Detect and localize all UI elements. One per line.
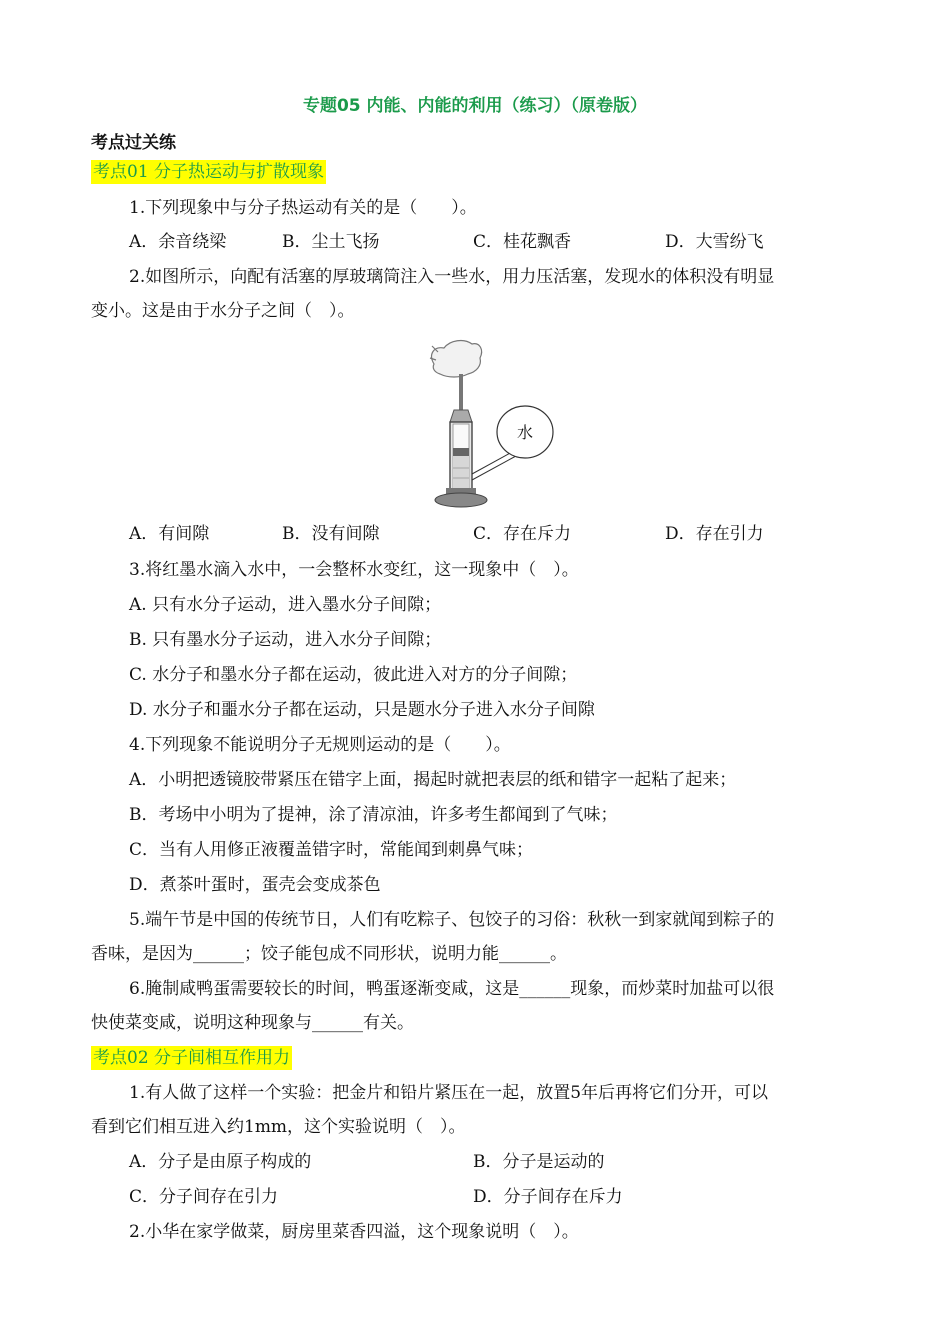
t2-q1-line1: 1.有人做了这样一个实验：把金片和铅片紧压在一起，放置5年后再将它们分开，可以 xyxy=(129,1083,769,1103)
t1-q3-option-a: A. 只有水分子运动，进入墨水分子间隙； xyxy=(129,595,442,615)
t1-q5-line1: 5.端午节是中国的传统节日，人们有吃粽子、包饺子的习俗：秋秋一到家就闻到粽子的 xyxy=(129,910,775,930)
section-heading: 考点过关练 xyxy=(91,133,176,153)
tube-cap xyxy=(450,410,472,422)
figure-label-water: 水 xyxy=(516,423,534,442)
t1-q5-line2: 香味，是因为______；饺子能包成不同形状，说明力能______。 xyxy=(91,944,567,964)
topic-02-label: 考点02 分子间相互作用力 xyxy=(93,1048,291,1068)
t1-q4-option-b: B．考场中小明为了提神，涂了清凉油，许多考生都闻到了气味； xyxy=(129,805,618,825)
t2-q2-stem: 2.小华在家学做菜，厨房里菜香四溢，这个现象说明（ ）。 xyxy=(129,1222,579,1242)
hand-icon xyxy=(432,341,482,377)
t2-q1-option-a: A．分子是由原子构成的 xyxy=(129,1152,312,1172)
t2-q1-line2: 看到它们相互进入约1mm，这个实验说明（ ）。 xyxy=(91,1117,466,1137)
t1-q6-line2: 快使菜变咸，说明这种现象与______有关。 xyxy=(91,1013,414,1033)
t1-q2-option-b: B．没有间隙 xyxy=(282,524,380,544)
page-title: 专题05 内能、内能的利用（练习）（原卷版） xyxy=(302,96,648,116)
piston-rod xyxy=(459,374,463,414)
t1-q1-stem: 1.下列现象中与分子热运动有关的是（ ）。 xyxy=(129,198,477,218)
stand-base xyxy=(435,493,487,507)
t1-q2-stem-line2: 变小。这是由于水分子之间（ ）。 xyxy=(91,301,355,321)
t1-q4-option-a: A．小明把透镜胶带紧压在错字上面，揭起时就把表层的纸和错字一起粘了起来； xyxy=(129,770,737,790)
t1-q3-option-b: B. 只有墨水分子运动，进入水分子间隙； xyxy=(129,630,442,650)
t1-q3-option-d: D. 水分子和噩水分子都在运动，只是题水分子进入水分子间隙 xyxy=(129,700,595,720)
t1-q1-option-d: D．大雪纷飞 xyxy=(665,232,764,252)
t1-q3-stem: 3.将红墨水滴入水中，一会整杯水变红，这一现象中（ ）。 xyxy=(129,560,579,580)
t1-q3-option-c: C. 水分子和墨水分子都在运动，彼此进入对方的分子间隙； xyxy=(129,665,578,685)
t2-q1-option-b: B．分子是运动的 xyxy=(473,1152,605,1172)
t1-q4-option-d: D．煮茶叶蛋时，蛋壳会变成茶色 xyxy=(129,875,381,895)
t1-q2-option-c: C．存在斥力 xyxy=(473,524,572,544)
piston xyxy=(453,448,469,456)
t2-q1-option-d: D．分子间存在斥力 xyxy=(473,1187,623,1207)
t1-q4-option-c: C．当有人用修正液覆盖错字时，常能闻到刺鼻气味； xyxy=(129,840,534,860)
t1-q1-option-b: B．尘土飞扬 xyxy=(282,232,380,252)
t1-q2-option-d: D．存在引力 xyxy=(665,524,764,544)
t1-q2-option-a: A．有间隙 xyxy=(129,524,210,544)
piston-tube-figure xyxy=(420,338,570,510)
water xyxy=(453,456,469,488)
t1-q1-option-c: C．桂花飘香 xyxy=(473,232,572,252)
topic-01-label: 考点01 分子热运动与扩散现象 xyxy=(93,162,325,182)
t1-q4-stem: 4.下列现象不能说明分子无规则运动的是（ ）。 xyxy=(129,735,511,755)
t2-q1-option-c: C．分子间存在引力 xyxy=(129,1187,279,1207)
t1-q1-option-a: A．余音绕梁 xyxy=(129,232,227,252)
t1-q6-line1: 6.腌制咸鸭蛋需要较长的时间，鸭蛋逐渐变咸，这是______现象，而炒菜时加盐可以很 xyxy=(129,979,775,999)
t1-q2-stem-line1: 2.如图所示，向配有活塞的厚玻璃筒注入一些水，用力压活塞，发现水的体积没有明显 xyxy=(129,267,775,287)
